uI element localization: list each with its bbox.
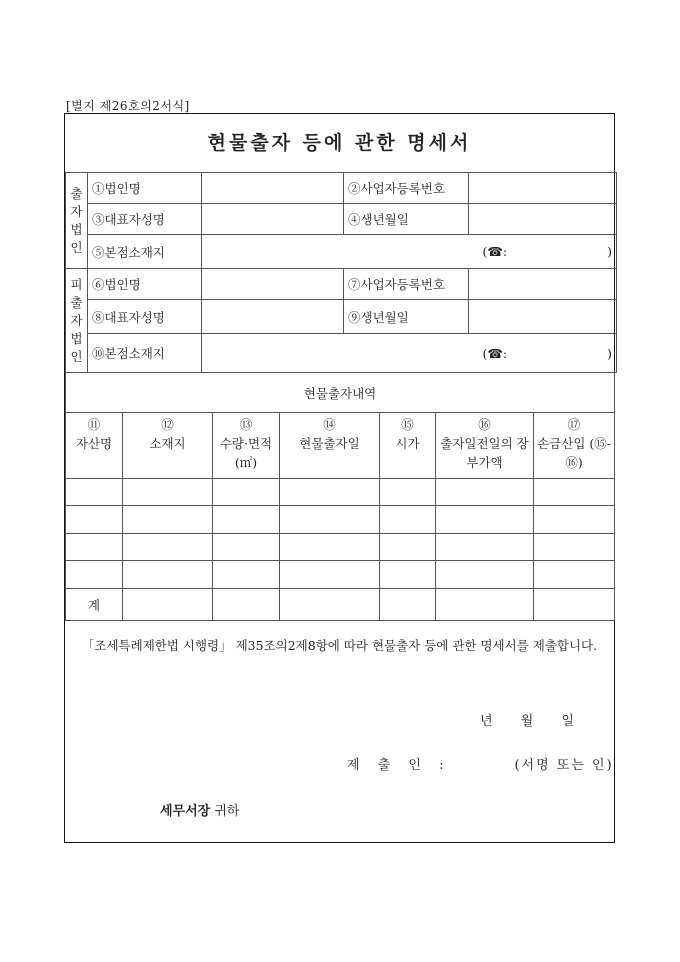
contributor-corp-name-label: ①법인명 <box>88 173 202 204</box>
recipient-corp-name-field[interactable] <box>202 269 344 300</box>
contributor-address-field[interactable]: (☎: ) <box>202 235 617 269</box>
closing-statement: 「조세특례제한법 시행령」 제35조의2제8항에 따라 현물출자 등에 관한 명세서를 제출합니다. <box>81 638 598 653</box>
header-location: ⑫ 소재지 <box>123 413 213 479</box>
contributor-birth-label: ④생년월일 <box>344 204 469 235</box>
total-label: 계 <box>66 589 123 621</box>
recipient-address-label: ⑩본점소재지 <box>88 334 202 373</box>
tax-office-name: 세무서장 <box>160 804 211 819</box>
recipient-address-field[interactable]: (☎: ) <box>202 334 617 373</box>
phone-icon: (☎: <box>482 244 508 259</box>
header-book-value: ⑯ 출자일전일의 장부가액 <box>436 413 534 479</box>
submitter-label: 제 출 인 : <box>347 758 451 773</box>
table-row <box>66 561 615 589</box>
header-contribution-date: ⑭ 현물출자일 <box>280 413 380 479</box>
recipient-rep-name-label: ⑧대표자성명 <box>88 300 202 334</box>
contributor-side-label: 출 자 법 인 <box>66 173 88 269</box>
table-row <box>66 534 615 561</box>
contributor-corp-name-field[interactable] <box>202 173 344 204</box>
recipient-corp-name-label: ⑥법인명 <box>88 269 202 300</box>
tax-office-line <box>160 800 240 819</box>
recipient-rep-name-field[interactable] <box>202 300 344 334</box>
form-number-label: [별지 제26호의2서식] <box>66 99 190 113</box>
form-frame <box>64 113 615 843</box>
recipient-biz-no-field[interactable] <box>469 269 617 300</box>
phone-icon: (☎: <box>482 345 508 361</box>
table-row <box>66 479 615 506</box>
recipient-birth-label: ⑨생년월일 <box>344 300 469 334</box>
signature-field[interactable]: (서명 또는 인) <box>514 758 614 773</box>
contributor-rep-name-field[interactable] <box>202 204 344 235</box>
contributor-biz-no-field[interactable] <box>469 173 617 204</box>
contributor-biz-no-label: ②사업자등록번호 <box>344 173 469 204</box>
tax-office-suffix: 귀하 <box>214 804 240 819</box>
details-table <box>65 372 615 621</box>
recipient-birth-field[interactable] <box>469 300 617 334</box>
contributor-rep-name-label: ③대표자성명 <box>88 204 202 235</box>
date-line[interactable]: 년 월 일 <box>480 714 574 729</box>
details-section-title: 현물출자내역 <box>66 373 615 413</box>
header-quantity-area: ⑬ 수량·면적(㎡) <box>213 413 280 479</box>
header-market-price: ⑮ 시가 <box>380 413 436 479</box>
table-row <box>66 506 615 534</box>
contributor-address-label: ⑤본점소재지 <box>88 235 202 269</box>
submitter-line <box>347 754 614 773</box>
contributor-birth-field[interactable] <box>469 204 617 235</box>
total-row <box>66 589 615 621</box>
header-asset-name: ⑪ 자산명 <box>66 413 123 479</box>
recipient-biz-no-label: ⑦사업자등록번호 <box>344 269 469 300</box>
recipient-side-label: 피 출 자 법 인 <box>66 269 88 373</box>
form-title: 현물출자 등에 관한 명세서 <box>207 132 472 154</box>
header-deductible: ⑰ 손금산입 (⑮-⑯) <box>534 413 615 479</box>
party-info-table <box>65 172 617 373</box>
